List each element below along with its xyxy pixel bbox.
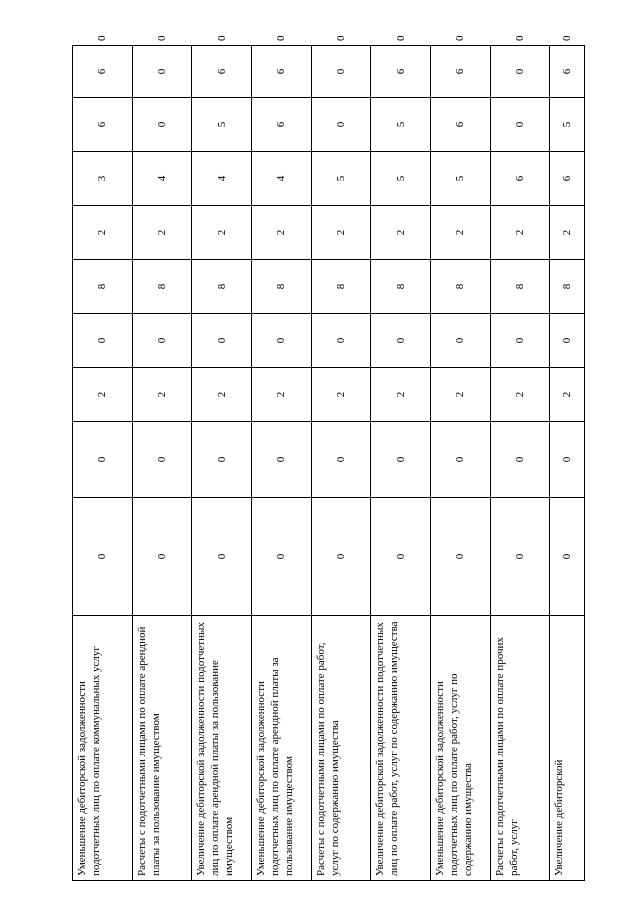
code-cell: 6 <box>550 46 585 98</box>
code-cell: 0 <box>311 498 371 616</box>
code-cell: 0 <box>132 98 192 152</box>
code-cell: 0 <box>73 314 133 368</box>
code-cell: 4 <box>252 152 312 206</box>
code-cell: 6 <box>490 152 550 206</box>
row-label: Уменьшение дебиторской задолженности подотчетных лиц по оплате работ, услуг по содержанию имущества <box>431 616 491 881</box>
code-cell: 0 <box>192 498 252 616</box>
code-cell: 0 <box>431 314 491 368</box>
code-cell: 0 <box>550 314 585 368</box>
code-cell: 8 <box>132 260 192 314</box>
accounts-table <box>72 35 585 881</box>
code-cell: 2 <box>132 368 192 422</box>
code-cell: 5 <box>192 98 252 152</box>
code-cell: 8 <box>550 260 585 314</box>
row-label: Уменьшение дебиторской задолженности подотчетных лиц по оплате арендной платы за пользование имуществом <box>252 616 312 881</box>
code-cell: 2 <box>252 368 312 422</box>
code-cell: 8 <box>431 260 491 314</box>
code-cell: 2 <box>311 206 371 260</box>
code-cell: 6 <box>550 152 585 206</box>
code-cell: 0 <box>73 498 133 616</box>
code-cell: 0 <box>431 422 491 498</box>
code-cell: 2 <box>550 206 585 260</box>
table-row: Расчеты с подотчетными лицами по оплате работ, услуг по содержанию имущества 0 0 2 0 8 2 5 0 0 0 <box>311 46 371 881</box>
code-cell: 6 <box>192 46 252 98</box>
code-cell: 5 <box>431 152 491 206</box>
code-cell: 0 <box>192 422 252 498</box>
table-row: Уменьшение дебиторской задолженности подотчетных лиц по оплате коммунальных услуг 0 0 2 0 8 2 3 6 6 0 <box>73 46 133 881</box>
code-cell: 2 <box>371 206 431 260</box>
code-cell: 8 <box>311 260 371 314</box>
code-cell: 6 <box>252 46 312 98</box>
code-cell: 0 <box>490 98 550 152</box>
code-cell: 0 <box>252 314 312 368</box>
code-cell: 0 <box>311 314 371 368</box>
code-cell: 0 <box>311 46 371 98</box>
code-cell: 0 <box>371 422 431 498</box>
code-cell: 6 <box>431 98 491 152</box>
row-label: Уменьшение дебиторской задолженности подотчетных лиц по оплате коммунальных услуг <box>73 616 133 881</box>
code-cell: 0 <box>371 498 431 616</box>
code-cell: 8 <box>490 260 550 314</box>
table-row: Увеличение дебиторской 0 0 2 0 8 2 6 5 6 0 <box>550 46 585 881</box>
row-label: Расчеты с подотчетными лицами по оплате работ, услуг по содержанию имущества <box>311 616 371 881</box>
code-cell: 8 <box>252 260 312 314</box>
code-cell: 5 <box>311 152 371 206</box>
code-cell: 6 <box>73 98 133 152</box>
scanned-table-area <box>72 35 585 881</box>
code-cell: 0 <box>550 498 585 616</box>
table-row: Увеличение дебиторской задолженности подотчетных лиц по оплате арендной платы за пользование имуществом 0 0 2 0 8 2 4 5 6 0 <box>192 46 252 881</box>
code-cell: 2 <box>192 206 252 260</box>
code-cell: 2 <box>550 368 585 422</box>
code-cell: 5 <box>371 98 431 152</box>
code-cell: 0 <box>252 498 312 616</box>
code-cell: 2 <box>431 206 491 260</box>
code-cell: 2 <box>371 368 431 422</box>
code-cell: 6 <box>431 46 491 98</box>
code-cell: 0 <box>192 314 252 368</box>
code-cell: 2 <box>73 368 133 422</box>
code-cell: 4 <box>132 152 192 206</box>
code-cell: 2 <box>311 368 371 422</box>
code-cell: 0 <box>73 422 133 498</box>
code-cell: 0 <box>490 422 550 498</box>
code-cell: 2 <box>431 368 491 422</box>
code-cell: 6 <box>371 46 431 98</box>
table-row: Увеличение дебиторской задолженности подотчетных лиц по оплате работ, услуг по содержанию имущества 0 0 2 0 8 2 5 5 6 0 <box>371 46 431 881</box>
code-cell: 0 <box>311 98 371 152</box>
code-cell: 2 <box>490 206 550 260</box>
code-cell: 2 <box>73 206 133 260</box>
table-row: Расчеты с подотчетными лицами по оплате прочих работ, услуг 0 0 2 0 8 2 6 0 0 0 <box>490 46 550 881</box>
code-cell: 8 <box>371 260 431 314</box>
code-cell: 0 <box>132 498 192 616</box>
table-row: Расчеты с подотчетными лицами по оплате арендной платы за пользование имуществом 0 0 2 0 8 2 4 0 0 0 <box>132 46 192 881</box>
code-cell: 0 <box>490 46 550 98</box>
code-cell: 5 <box>371 152 431 206</box>
code-cell: 0 <box>490 498 550 616</box>
code-cell: 0 <box>132 422 192 498</box>
code-cell: 6 <box>252 98 312 152</box>
table-body <box>73 35 585 881</box>
row-label: Расчеты с подотчетными лицами по оплате прочих работ, услуг <box>490 616 550 881</box>
code-cell: 4 <box>192 152 252 206</box>
code-cell: 0 <box>311 422 371 498</box>
code-cell: 2 <box>192 368 252 422</box>
code-cell: 2 <box>490 368 550 422</box>
code-cell: 0 <box>132 314 192 368</box>
row-label: Увеличение дебиторской задолженности подотчетных лиц по оплате арендной платы за пользование имуществом <box>192 616 252 881</box>
code-cell: 0 <box>490 314 550 368</box>
code-cell: 0 <box>431 498 491 616</box>
code-cell: 8 <box>73 260 133 314</box>
row-label: Увеличение дебиторской задолженности подотчетных лиц по оплате работ, услуг по содержанию имущества <box>371 616 431 881</box>
table-row: Уменьшение дебиторской задолженности подотчетных лиц по оплате работ, услуг по содержанию имущества 0 0 2 0 8 2 5 6 6 0 <box>431 46 491 881</box>
code-cell: 2 <box>252 206 312 260</box>
code-cell: 0 <box>132 46 192 98</box>
code-cell: 0 <box>550 422 585 498</box>
rotated-page <box>72 35 585 881</box>
code-cell: 3 <box>73 152 133 206</box>
row-label: Расчеты с подотчетными лицами по оплате арендной платы за пользование имуществом <box>132 616 192 881</box>
code-cell: 2 <box>132 206 192 260</box>
code-cell: 6 <box>73 46 133 98</box>
code-cell: 0 <box>252 422 312 498</box>
code-cell: 8 <box>192 260 252 314</box>
table-row: Уменьшение дебиторской задолженности подотчетных лиц по оплате арендной платы за пользование имуществом 0 0 2 0 8 2 4 6 6 0 <box>252 46 312 881</box>
code-cell: 5 <box>550 98 585 152</box>
row-label: Увеличение дебиторской <box>550 616 585 881</box>
code-cell: 0 <box>371 314 431 368</box>
